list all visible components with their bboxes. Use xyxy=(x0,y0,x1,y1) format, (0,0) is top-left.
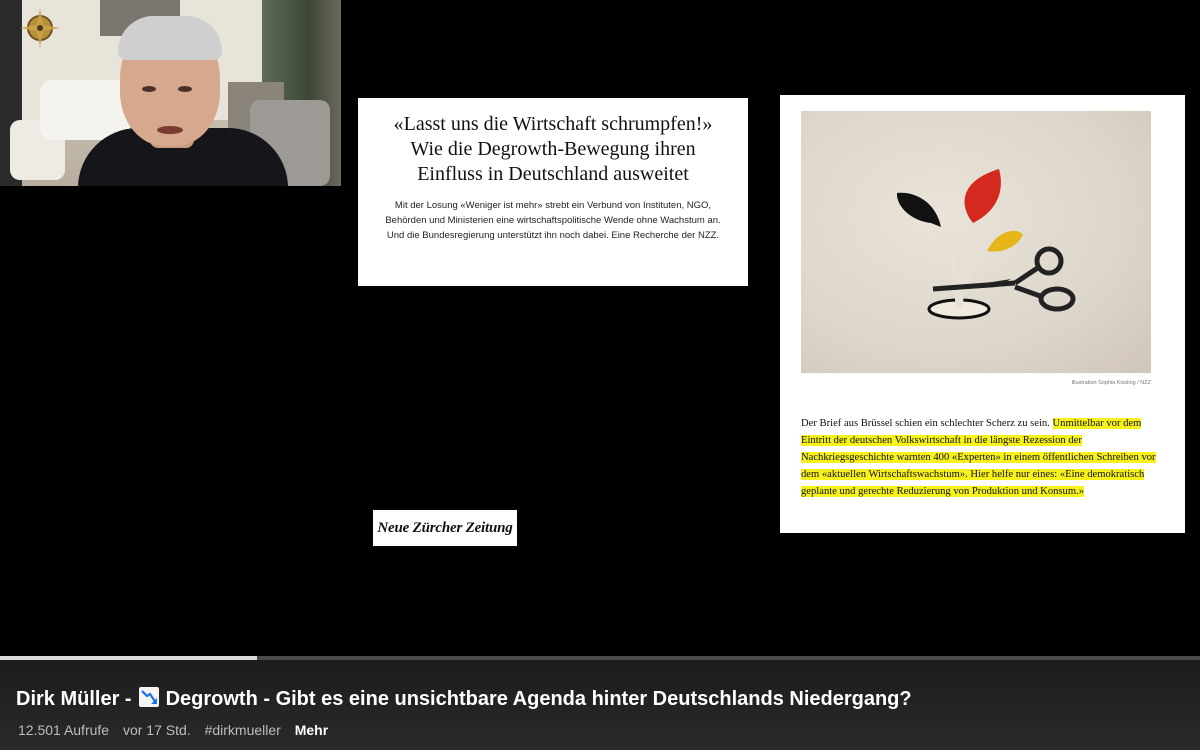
more-button[interactable]: Mehr xyxy=(294,722,329,738)
article-illustration-card xyxy=(780,95,1185,533)
compass-icon xyxy=(20,8,60,48)
webcam-inset xyxy=(0,0,341,186)
article-lead: Mit der Losung «Weniger ist mehr» strebt ein Verbund von Instituten, NGO, Behörden und Ministerien eine wirtschaftspolitische Wende ohne Wachstum an. Und die Bundesregierung unterstützt ihn noch dabei. Eine Recherche der NZZ. xyxy=(385,200,721,241)
hashtag-link[interactable]: #dirkmueller xyxy=(204,722,281,738)
article-headline-card xyxy=(358,98,748,286)
upload-age: vor 17 Std. xyxy=(122,722,191,738)
article-body xyxy=(801,415,1161,500)
article-headline: «Lasst uns die Wirtschaft schrumpfen!» Wie die Degrowth-Bewegung ihren Einfluss in Deutschland ausweitet xyxy=(393,113,713,185)
presenter-hair xyxy=(118,16,222,60)
presenter-mouth xyxy=(157,126,183,134)
video-meta xyxy=(18,722,338,738)
presenter-eye xyxy=(178,86,192,92)
plant-scissors-illustration xyxy=(801,111,1151,373)
video-title-text: Degrowth - Gibt es eine unsichtbare Agenda hinter Deutschlands Niedergang? xyxy=(165,688,912,710)
article-illustration xyxy=(801,111,1151,373)
chart-decreasing-icon xyxy=(138,686,160,714)
presenter-eye xyxy=(142,86,156,92)
view-count: 12.501 Aufrufe xyxy=(18,722,110,738)
video-title-prefix: Dirk Müller - xyxy=(16,688,132,710)
video-info-panel xyxy=(0,660,1200,750)
highlighted-passage: Unmittelbar vor dem Eintritt der deutschen Volkswirtschaft in die längste Rezession der Nachkriegsgeschichte warnten 400 «Experten» in einem öffentlichen Schreiben vor dem «aktuellen Wirtschaftswachstum». Hier helfe nur eines: «Eine demokratisch geplante und gerechte Reduzierung von Produktion und Konsum.» xyxy=(801,418,1156,497)
publisher-logo: Neue Zürcher Zeitung xyxy=(373,510,517,546)
video-title[interactable] xyxy=(16,686,912,714)
article-body-intro: Der Brief aus Brüssel schien ein schlechter Scherz zu sein. xyxy=(801,418,1053,429)
illustration-credit: Illustration Sophia Kissling / NZZ xyxy=(1071,380,1151,386)
